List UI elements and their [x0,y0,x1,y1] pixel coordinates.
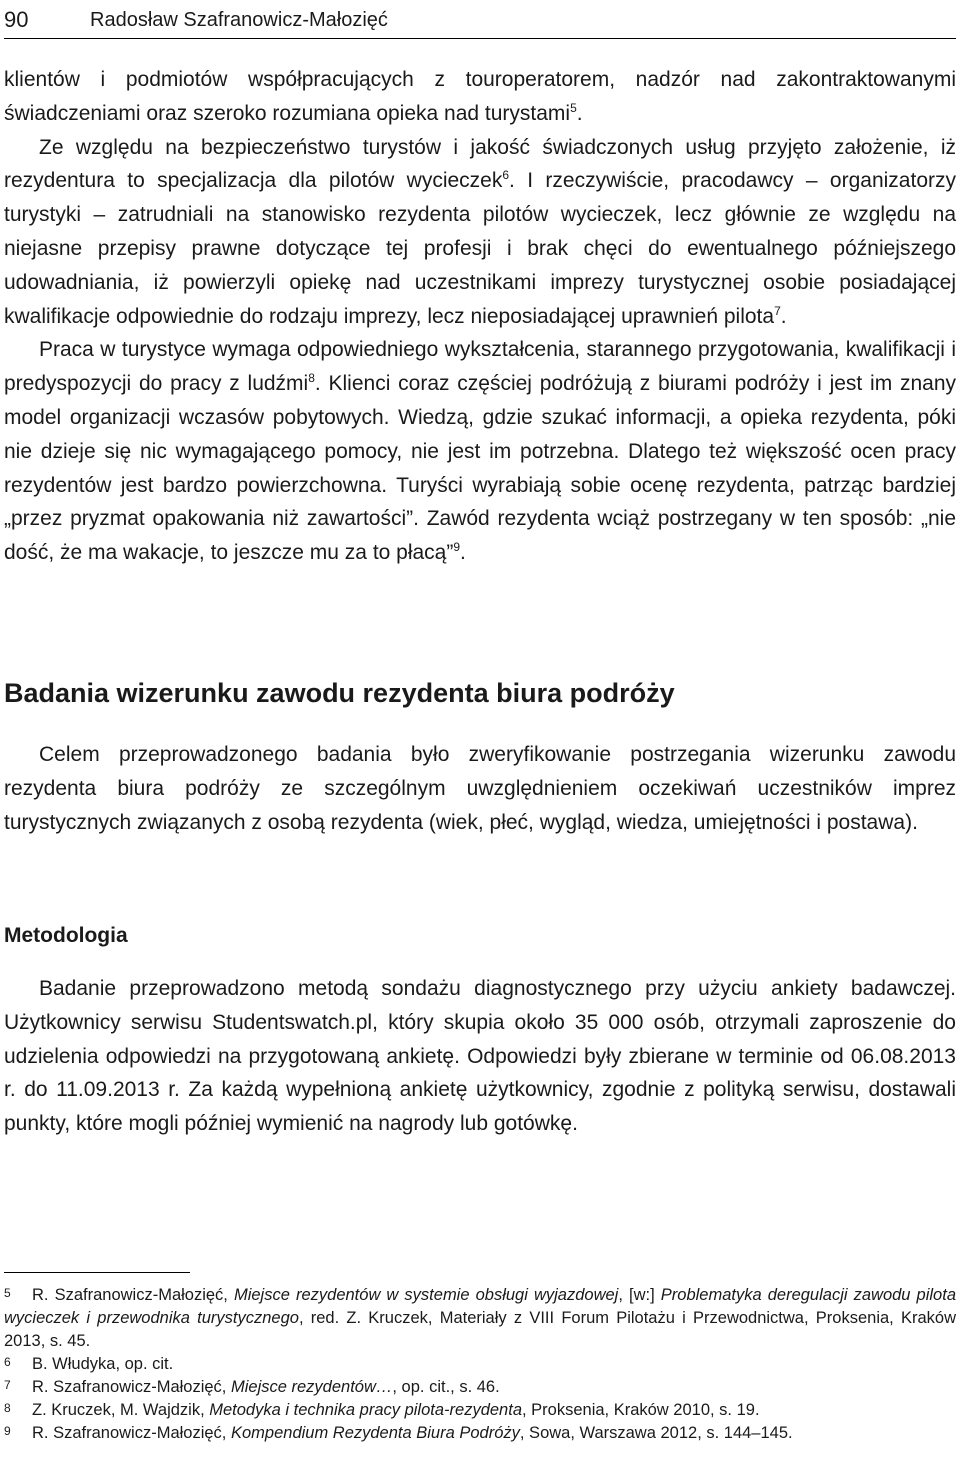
footnote [4,1422,956,1445]
footnote-number: 9 [4,1424,11,1438]
footnote-number: 7 [4,1378,11,1392]
paragraph [4,131,956,334]
footnote-ref: 5 [570,100,577,115]
paragraph-text: Praca w turystyce wymaga odpowiedniego wykształcenia, starannego przygotowania, kwalifikacji i predyspozycji do pracy z ludźmi [4,338,956,396]
footnote-ref: 9 [453,540,461,555]
footnote-text: , Sowa, Warszawa 2012, s. 144–145. [519,1424,793,1442]
footnote [4,1376,956,1399]
paragraph-text: klientów i podmiotów współpracujących z touroperatorem, nadzór nad zakontraktowanymi świadczeniami oraz szeroko rozumiana opieka nad turystami [4,68,956,125]
paragraph: Badanie przeprowadzono metodą sondażu diagnostycznego przy użyciu ankiety badawczej. Użytkownicy serwisu Studentswatch.pl, który skupia około 35 000 osób, otrzymali zaproszenie do udzielenia odpowiedzi na przygotowaną ankietę. Odpowiedzi były zbierane w terminie od 06.08.2013 r. do 11.09.2013 r. Za każdą wypełnioną ankietę użytkownicy, zgodnie z polityką serwisu, dostawali punkty, które mogli później wymienić na nagrody lub gotówkę. [4,977,956,1136]
footnote-ref: 7 [774,303,781,318]
footnote [4,1399,956,1422]
running-header-author: Radosław Szafranowicz-Małozięć [90,8,388,31]
footnote-text: , [w:] [618,1286,661,1304]
footnote-number: 6 [4,1355,11,1369]
footnote-text: R. Szafranowicz-Małozięć, [32,1378,231,1396]
subsection-heading: Metodologia [4,924,128,947]
footnote-text: R. Szafranowicz-Małozięć, [32,1286,234,1304]
footnote-title: Miejsce rezydentów w systemie obsługi wyjazdowej [233,1286,619,1304]
footnote-text: , Proksenia, Kraków 2010, s. 19. [522,1401,760,1419]
footnote-ref: 8 [308,371,315,386]
paragraph: Celem przeprowadzonego badania było zweryfikowanie postrzegania wizerunku zawodu rezydenta biura podróży ze szczególnym uwzględnieniem oczekiwań uczestników imprez turystycznych związanych z osobą rezydenta (wiek, płeć, wygląd, wiedza, umiejętności i postawa). [4,743,956,834]
footnote-number: 8 [4,1401,11,1415]
footnote [4,1284,956,1353]
footnote-title: Miejsce rezydentów… [230,1378,393,1396]
paragraph [4,63,956,131]
page-header [4,2,956,39]
footnote-text: R. Szafranowicz-Małozięć, [32,1424,231,1442]
paragraph-text: . [780,304,787,328]
paragraph-text: Ze względu na bezpieczeństwo turystów i jakość świadczonych usług przyjęto założenie, iż rezydentura to specjalizacja dla pilotów wycieczek [4,135,956,193]
intro-text [4,63,956,570]
paragraph-text: . I rzeczywiście, pracodawcy – organizatorzy turystyki – zatrudniali na stanowisko rezydenta pilotów wycieczek, lecz głównie ze względu na niejasne przepisy prawne dotyczące tej profesji i brak chęci do ewentualnego późniejszego udowadniania, iż powierzyli opiekę nad uczestnikami imprezy turystycznej osobie posiadającej kwalifikacje odpowiednie do rodzaju imprezy, lecz nieposiadającej uprawnień pilota [4,169,956,328]
footnote-title: Metodyka i technika pracy pilota-rezydenta [209,1401,522,1419]
section-heading: Badania wizerunku zawodu rezydenta biura podróży [4,678,675,708]
footnotes [4,1284,956,1445]
footnote-title: Kompendium Rezydenta Biura Podróży [230,1424,520,1442]
paragraph-text: . [576,101,583,125]
section-text [4,738,956,839]
footnote-title: Problematyka deregulacji zawodu pilota wycieczek i przewodnika turystycznego [4,1286,956,1327]
page-number: 90 [4,7,29,32]
methodology-text [4,972,956,1141]
footnote-text: Z. Kruczek, M. Wajdzik, [32,1401,210,1419]
footnote-separator [4,1272,190,1273]
footnote-text: , red. Z. Kruczek, Materiały z VIII Forum Pilotażu i Przewodnictwa, Proksenia, Kraków 2013, s. 45. [4,1309,956,1350]
paragraph [4,333,956,570]
footnote-number: 5 [4,1286,11,1300]
footnote-text: B. Włudyka, op. cit. [32,1355,174,1373]
footnote-text: , op. cit., s. 46. [392,1378,500,1396]
paragraph-text: . [460,541,466,565]
footnote [4,1353,956,1376]
footnote-ref: 6 [502,168,510,183]
paragraph-text: . Klienci coraz częściej podróżują z biurami podróży i jest im znany model organizacji wczasów pobytowych. Wiedzą, gdzie szukać informacji, a opieka rezydenta, póki nie dzieje się nic wymagającego pomocy, nie jest im potrzebna. Dlatego też większość ocen pracy rezydentów jest bardzo powierzchowna. Turyści wyrabiają sobie ocenę rezydenta, patrząc bardziej „przez pryzmat opakowania niż zawartości”. Zawód rezydenta wciąż postrzegany w ten sposób: „nie dość, że ma wakacje, to jeszcze mu za to płacą” [4,372,956,565]
